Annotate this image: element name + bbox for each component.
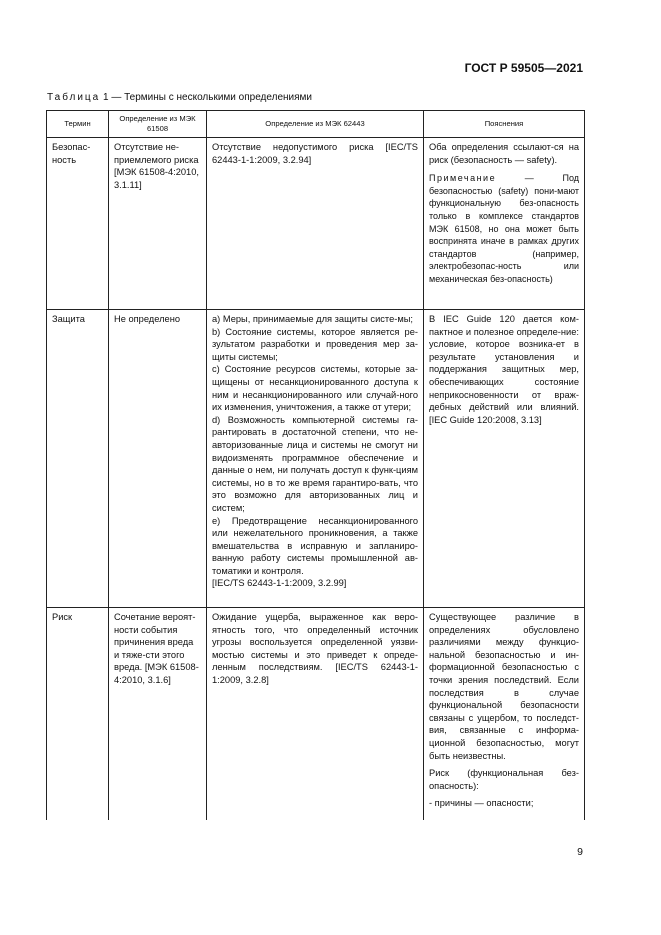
def-61508-cell: Отсутствие не-приемлемого риска [МЭК 61508-4:2010, 3.1.11] <box>109 138 207 310</box>
table-caption <box>47 92 312 103</box>
def-61508-cell: Сочетание вероят-ности события причинения вреда и тяже-сти этого вреда. [МЭК 61508-4:2010, 3.1.6] <box>109 608 207 820</box>
notes-paragraph: Оба определения ссылают-ся на риск (безопасность — safety). <box>429 142 579 165</box>
table-row <box>47 138 585 310</box>
note-paragraph <box>429 172 579 285</box>
notes-cell <box>424 608 585 820</box>
notes-paragraph: - причины — опасности; <box>429 798 534 809</box>
definition-item-a: a) Меры, принимаемые для защиты систе-мы; <box>212 314 414 324</box>
column-header-iec62443: Определение из МЭК 62443 <box>207 111 424 138</box>
table-header-row <box>47 111 585 138</box>
caption-text: 1 — Термины с несколькими определениями <box>100 92 312 103</box>
column-header-term: Термин <box>47 111 109 138</box>
column-header-notes: Пояснения <box>424 111 585 138</box>
caption-prefix: Таблица <box>47 92 101 103</box>
column-header-iec61508: Определение из МЭК 61508 <box>109 111 207 138</box>
note-text: — Под безопасностью (safety) пони-мают функциональную без-опасность только в комплексе стандартов МЭК 61508, но она может быть воспринята иначе в рамках других стандартов (например, электробезопас-ность или механическая без-опасность) <box>429 173 579 284</box>
definition-paragraph: Ожидание ущерба, выраженное как веро-ятность того, что определенный источник угрозы воспользуется определенной уязви-мостью системы и это приведет к опреде-ленным последствиям. [IEC/TS 62443-1-1:2009, 3.2.8] <box>212 612 418 685</box>
terms-table <box>46 110 585 820</box>
def-62443-cell <box>207 608 424 820</box>
definition-paragraph: Отсутствие недопустимого риска [IEC/TS 62443-1-1:2009, 3.2.94] <box>212 142 418 165</box>
note-label: Примечание <box>429 173 497 184</box>
definition-item-d: d) Возможность компьютерной системы га-рантировать в достаточной степени, что не-авторизованные лица и системы не смогут ни видоизменять программное обеспечение и данные о нем, ни получать доступ к функ-циям системы, но в то же время гарантиро-вать, что это возможно для авторизованных лиц и систем; <box>212 414 418 513</box>
definition-reference: [IEC/TS 62443-1-1:2009, 3.2.99] <box>212 578 347 589</box>
notes-paragraph: Существующее различие в определениях обусловлено различиями между функцио-нальной безопасностью и ин-формационной безопасностью с точки зрения последствий. Если последствия в случае функциональной безопасности связаны с ущербом, то последст-вия, связанные с информа-ционной безопасностью, могут быть неизвестны. <box>429 612 579 761</box>
def-61508-cell: Не определено <box>109 310 207 608</box>
notes-cell <box>424 310 585 608</box>
notes-paragraph: В IEC Guide 120 дается ком-пактное и полезное определе-ние: условие, которое возника-ет в результате установления и поддержания защитных мер, обеспечивающих состояние неприкосновенности от враж-дебных действий или влияний. [IEC Guide 120:2008, 3.13] <box>429 314 579 425</box>
definition-item-b: b) Состояние системы, которое является ре-зультатом разработки и проведения мер за-щиты системы; <box>212 326 418 362</box>
def-62443-cell <box>207 310 424 608</box>
term-cell: Риск <box>47 608 109 820</box>
table-row <box>47 310 585 608</box>
page-number: 9 <box>577 846 583 858</box>
term-cell: Защита <box>47 310 109 608</box>
term-cell: Безопас-ность <box>47 138 109 310</box>
definition-item-c: c) Состояние ресурсов системы, которые за-щищены от несанкционированного доступа к ним и несанкционированного или случай-ного их изменения, уничтожения, а также от утери; <box>212 364 418 413</box>
table-row <box>47 608 585 820</box>
definition-item-e: e) Предотвращение несанкционированного или нежелательного проникновения, а также вмешательства в исправную и запланиро-ванную работу системы промышленной ав-томатики и контроля. <box>212 515 418 576</box>
def-62443-cell <box>207 138 424 310</box>
notes-cell <box>424 138 585 310</box>
notes-paragraph: Риск (функциональная без-опасность): <box>429 768 579 791</box>
document-header: ГОСТ Р 59505—2021 <box>464 61 583 75</box>
